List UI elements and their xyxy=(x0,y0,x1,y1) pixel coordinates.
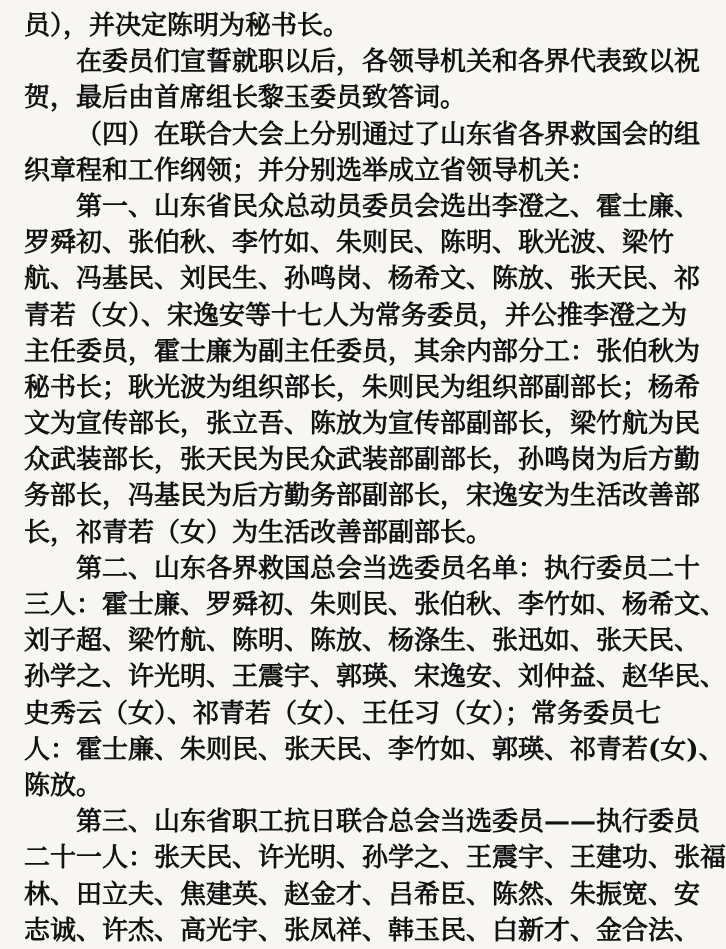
text-line: 第二、山东各界救国总会当选委员名单：执行委员二十 xyxy=(76,553,701,584)
text-line: 孙学之、许光明、王震宇、郭瑛、宋逸安、刘仲益、赵华民、 xyxy=(24,662,726,693)
text-line: （四）在联合大会上分别通过了山东省各界救国会的组 xyxy=(76,119,701,150)
text-line: 青若（女）、宋逸安等十七人为常务委员，并公推李澄之为 xyxy=(24,300,688,331)
text-line: 贺，最后由首席组长黎玉委员致答词。 xyxy=(24,83,467,114)
text-line: 在委员们宣誓就职以后，各领导机关和各界代表致以祝 xyxy=(76,47,701,78)
text-line: 罗舜初、张伯秋、李竹如、朱则民、陈明、耿光波、梁竹 xyxy=(24,228,675,259)
text-line: 员），并决定陈明为秘书长。 xyxy=(24,11,350,41)
text-line: 二十一人：张天民、许光明、孙学之、王震宇、王建功、张福 xyxy=(24,843,726,874)
text-line: 长，祁青若（女）为生活改善部副部长。 xyxy=(24,517,493,548)
text-line: 志诚、许杰、高光宇、张凤祥、韩玉民、白新才、金合法、 xyxy=(24,915,701,946)
text-line: 林、田立夫、焦建英、赵金才、吕希臣、陈然、朱振宽、安 xyxy=(24,879,701,910)
text-line: 航、冯基民、刘民生、孙鸣岗、杨希文、陈放、张天民、祁 xyxy=(24,264,701,295)
text-line: 文为宣传部长，张立吾、陈放为宣传部副部长，梁竹航为民 xyxy=(24,409,701,440)
text-line: 众武装部长，张天民为民众武装部副部长，孙鸣岗为后方勤 xyxy=(24,445,701,476)
text-line: 主任委员，霍士廉为副主任委员，其余内部分工：张伯秋为 xyxy=(24,336,701,367)
text-line: 史秀云（女）、祁青若（女）、王任习（女）；常务委员七 xyxy=(24,698,662,729)
text-line: 织章程和工作纲领；并分别选举成立省领导机关： xyxy=(24,155,597,186)
body-text xyxy=(24,8,726,949)
text-line: 三人：霍士廉、罗舜初、朱则民、张伯秋、李竹如、杨希文、 xyxy=(24,590,726,620)
text-line: 第一、山东省民众总动员委员会选出李澄之、霍士廉、 xyxy=(76,191,701,222)
text-line: 秘书长；耿光波为组织部长，朱则民为组织部副部长；杨希 xyxy=(24,372,701,403)
text-line: 陈放。 xyxy=(24,770,103,801)
text-line: 刘子超、梁竹航、陈明、陈放、杨涤生、张迅如、张天民、 xyxy=(24,626,701,657)
text-line: 第三、山东省职工抗日联合总会当选委员——执行委员 xyxy=(76,807,701,838)
text-line: 务部长，冯基民为后方勤务部副部长，宋逸安为生活改善部 xyxy=(24,481,701,512)
text-line: 人：霍士廉、朱则民、张天民、李竹如、郭瑛、祁青若(女)、 xyxy=(24,734,725,765)
